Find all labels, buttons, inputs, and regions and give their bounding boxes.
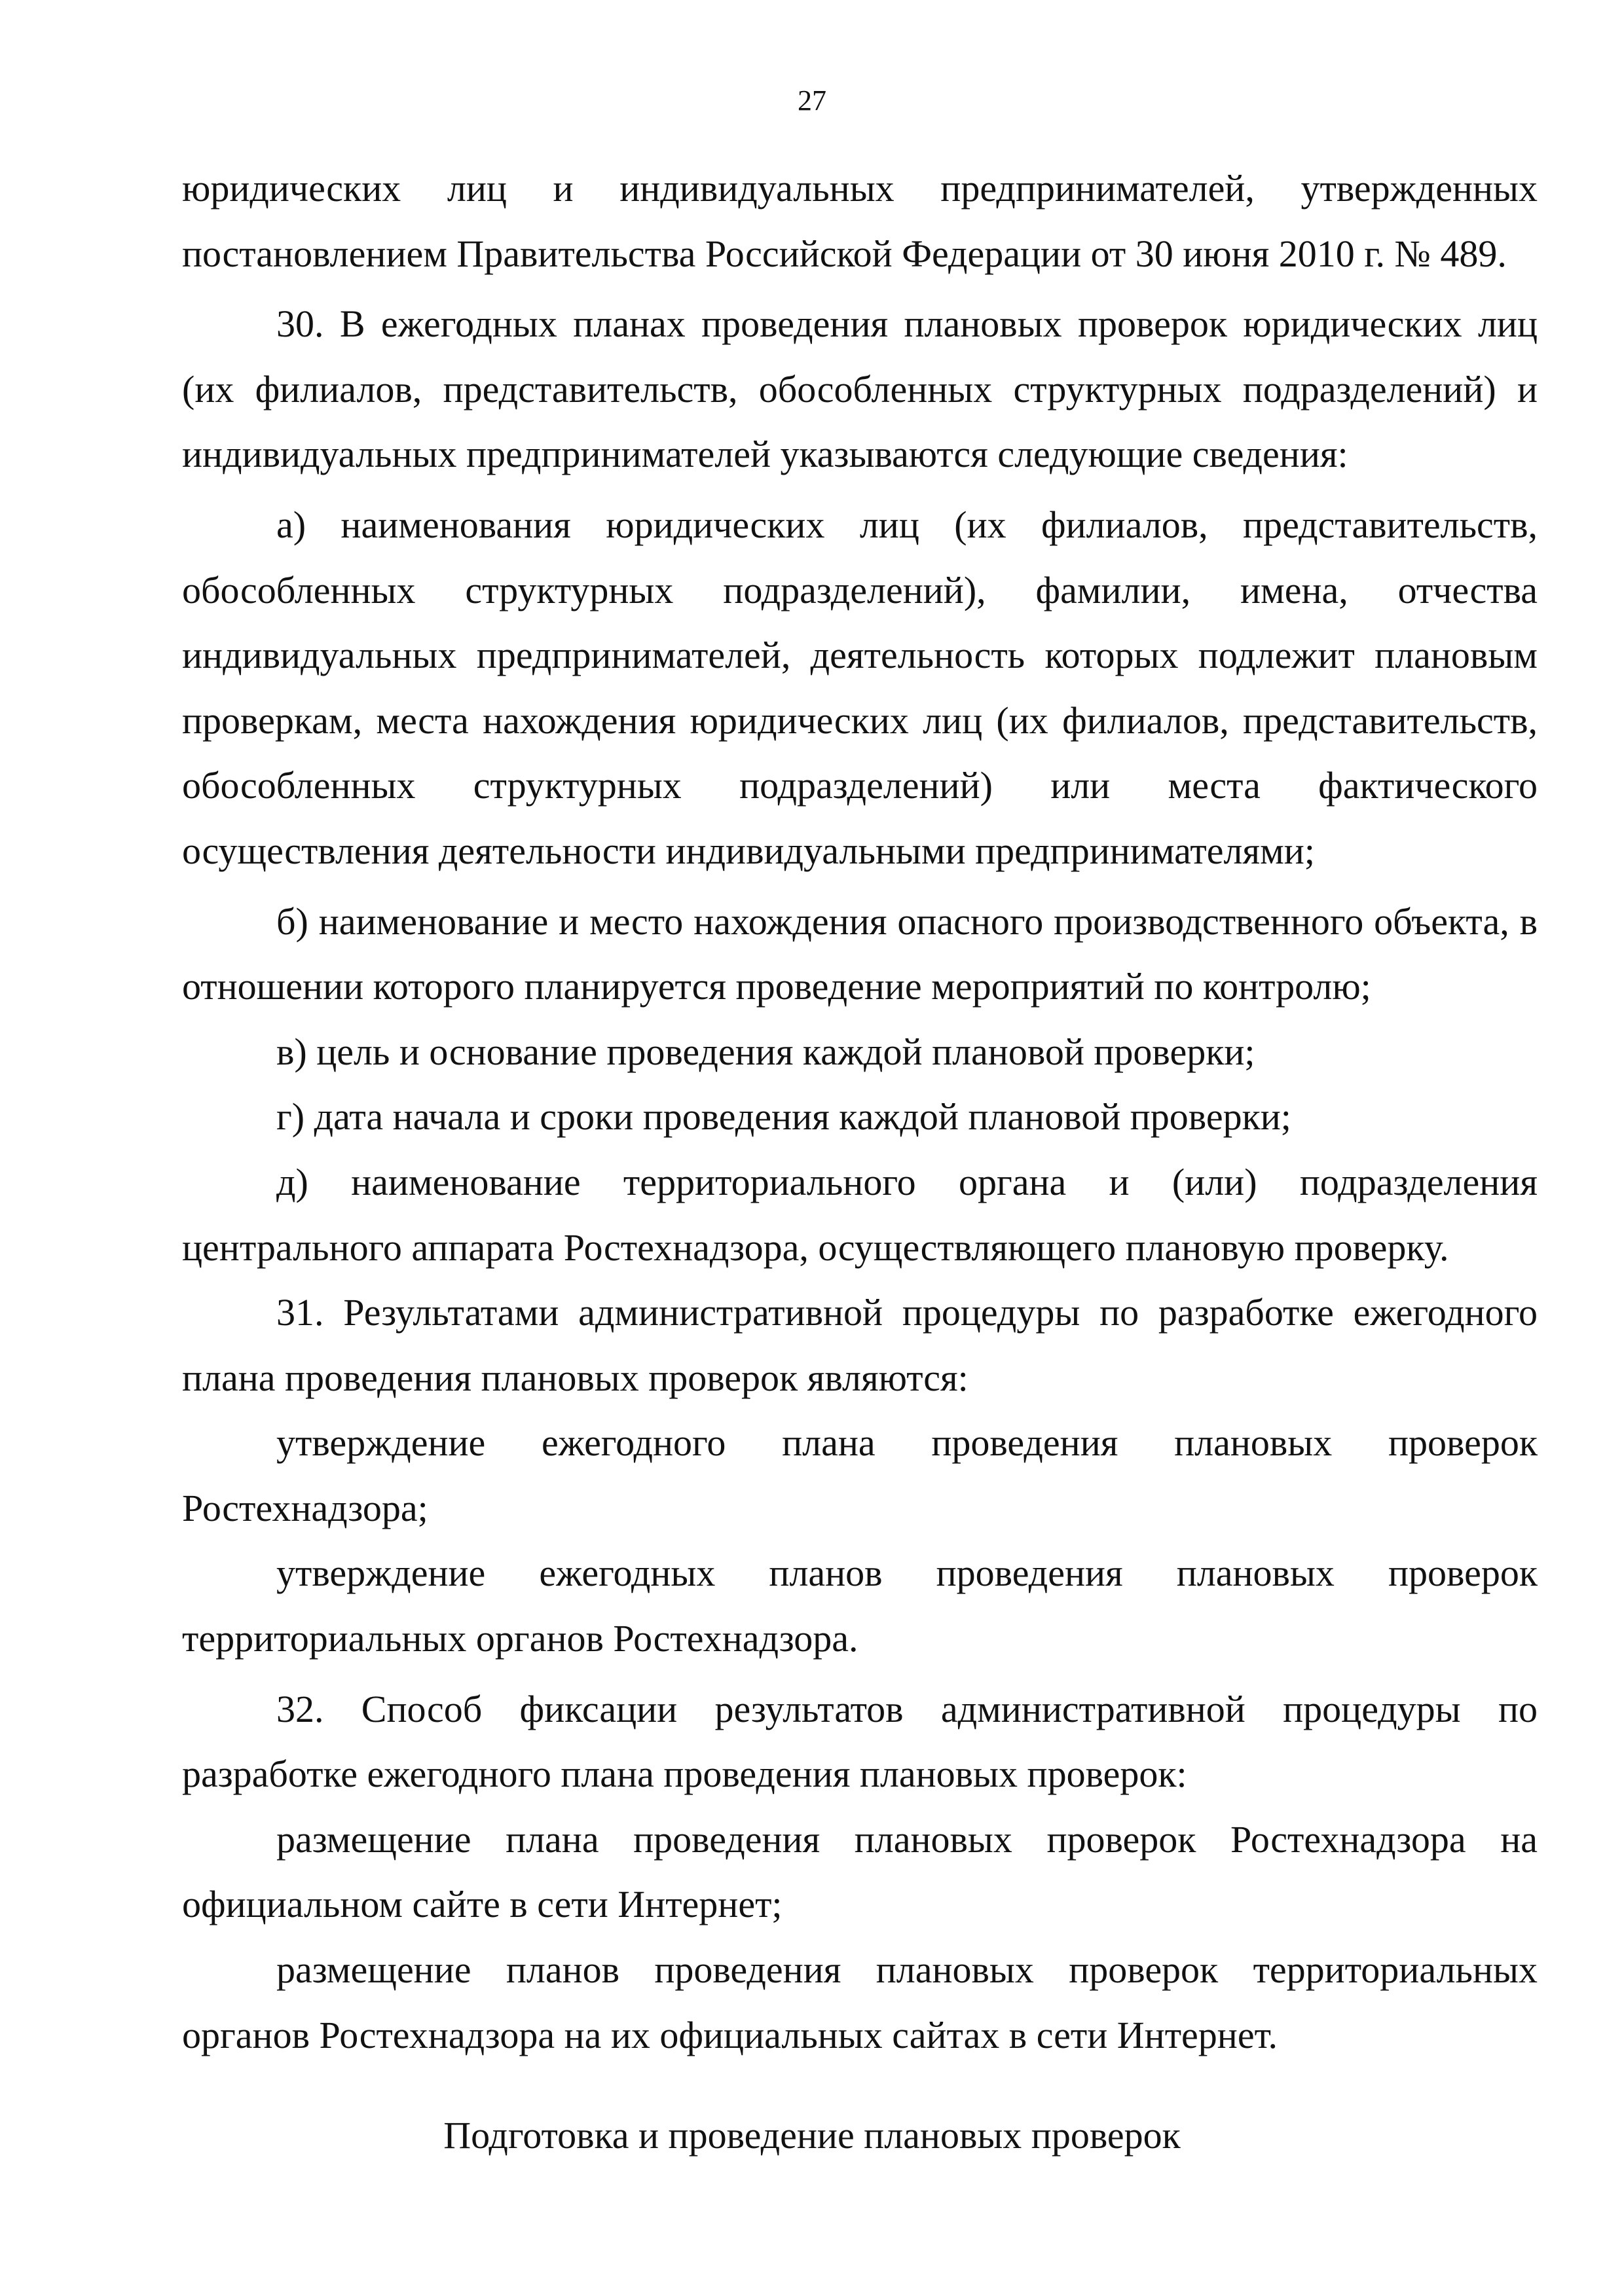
paragraph-subitem-d: д) наименование территориального органа и (или) подразделения центрального аппарата Ростехнадзора, осуществляющего плановую проверку.	[182, 1160, 1538, 1269]
paragraph-subitem-a: а) наименования юридических лиц (их филиалов, представительств, обособленных структурных подразделений), фамилии, имена, отчества индивидуальных предпринимателей, деятельность которых подлежит плановым проверкам, места нахождения юридических лиц (их филиалов, представительств, обособленных структурных подразделений) или места фактического осуществления деятельности индивидуальными предпринимателями;	[182, 503, 1538, 872]
paragraph-item-30: 30. В ежегодных планах проведения плановых проверок юридических лиц (их филиалов, представительств, обособленных структурных подразделений) и индивидуальных предпринимателей указываются следующие сведения:	[182, 302, 1538, 476]
paragraph-result-1: утверждение ежегодного плана проведения плановых проверок Ростехнадзора;	[182, 1421, 1538, 1529]
paragraph-subitem-g: г) дата начала и сроки проведения каждой плановой проверки;	[276, 1095, 1291, 1139]
paragraph-result-2: утверждение ежегодных планов проведения плановых проверок территориальных органов Ростехнадзора.	[182, 1552, 1538, 1660]
section-heading: Подготовка и проведение плановых проверок	[443, 2114, 1181, 2157]
paragraph-subitem-v: в) цель и основание проведения каждой плановой проверки;	[276, 1030, 1255, 1073]
paragraph-item-31: 31. Результатами административной процедуры по разработке ежегодного плана проведения плановых проверок являются:	[182, 1291, 1538, 1399]
paragraph-subitem-b: б) наименование и место нахождения опасного производственного объекта, в отношении которого планируется проведение мероприятий по контролю;	[182, 900, 1538, 1008]
page-number: 27	[798, 84, 826, 117]
body-text	[182, 156, 1538, 2068]
paragraph-method-1: размещение плана проведения плановых проверок Ростехнадзора на официальном сайте в сети Интернет;	[182, 1817, 1538, 1926]
paragraph-continuation: юридических лиц и индивидуальных предпринимателей, утвержденных постановлением Правительства Российской Федерации от 30 июня 2010 г. № 489.	[182, 167, 1538, 275]
paragraph-item-32: 32. Способ фиксации результатов административной процедуры по разработке ежегодного плана проведения плановых проверок:	[182, 1687, 1538, 1796]
paragraph-method-2: размещение планов проведения плановых проверок территориальных органов Ростехнадзора на их официальных сайтах в сети Интернет.	[182, 1948, 1538, 2056]
